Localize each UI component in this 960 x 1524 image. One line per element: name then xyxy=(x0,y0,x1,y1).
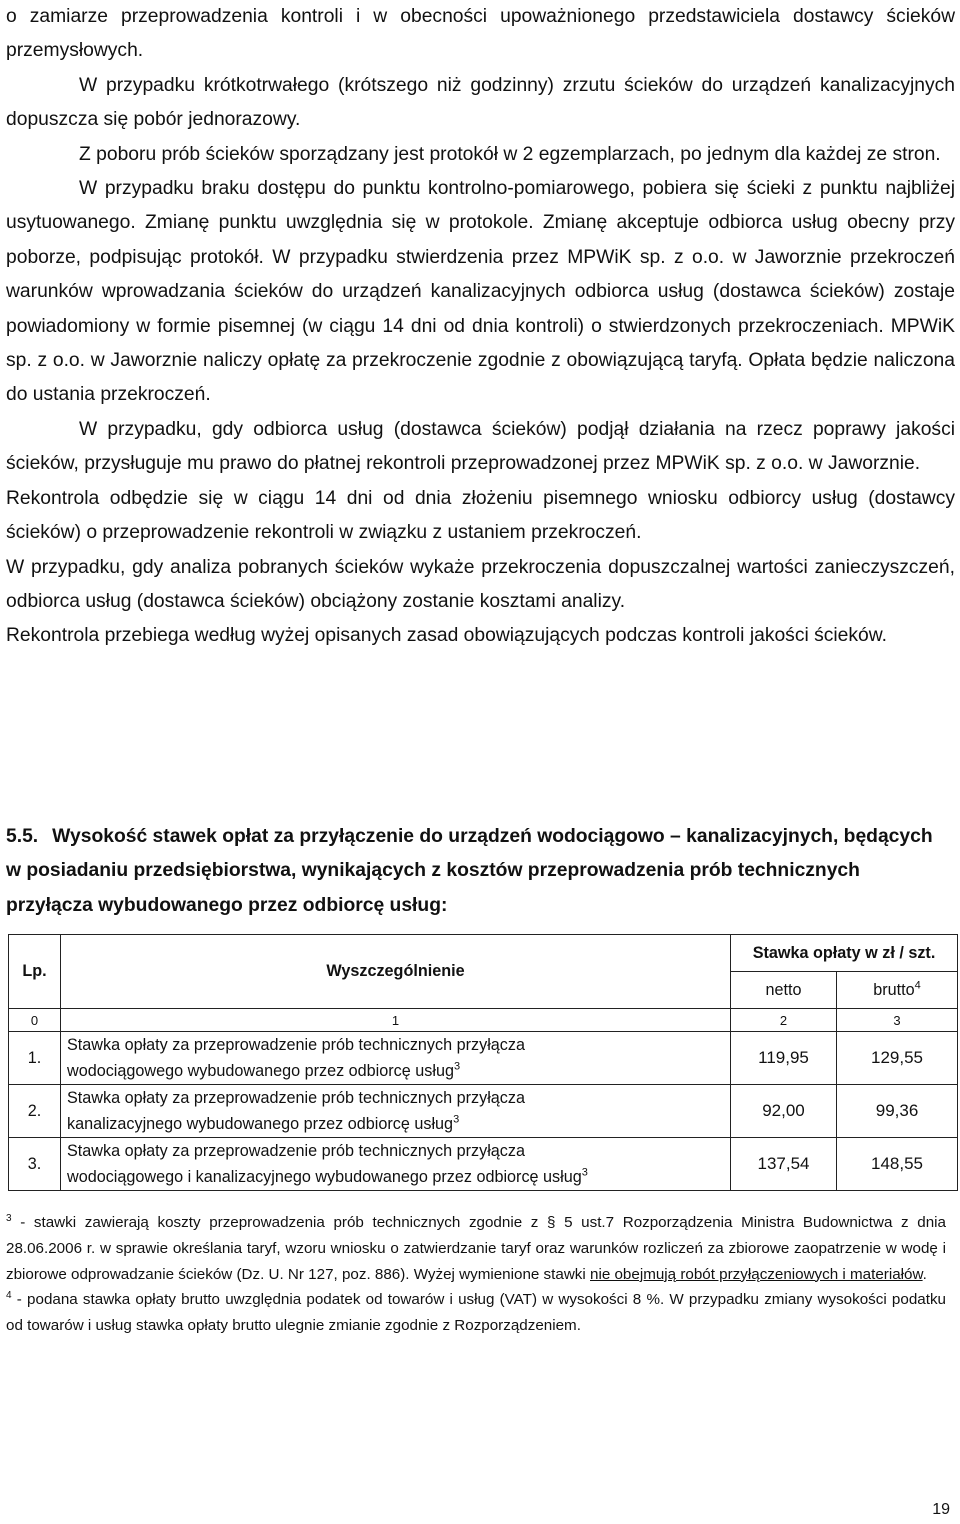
row-brutto: 148,55 xyxy=(837,1138,958,1191)
footnote-4: $^4$ - podana stawka opłaty brutto uwzględnia podatek od towarów i usług (VAT) w wysokości 8 %. W przypadku zmiany wysokości podatku od towarów i usług stawka opłaty brutto ulegnie zmianie zgodnie z Rozporządzeniem. xyxy=(6,1290,946,1335)
footnote-mark: 3 xyxy=(6,1212,12,1224)
header-netto: netto xyxy=(731,972,837,1009)
paragraph-8: Rekontrola przebiega według wyżej opisanych zasad obowiązujących podczas kontroli jakości ścieków. xyxy=(6,625,887,647)
header-lp: Lp. xyxy=(9,935,61,1009)
header-rate: Stawka opłaty w zł / szt. xyxy=(731,935,958,972)
body-text xyxy=(6,0,955,654)
paragraph-2: W przypadku krótkotrwałego (krótszego niż godzinny) zrzutu ścieków do urządzeń kanalizacyjnych dopuszcza się pobór jednorazowy. xyxy=(6,74,955,131)
footnote-mark: 4 xyxy=(6,1290,12,1302)
index-cell: 2 xyxy=(731,1009,837,1032)
row-description: Stawka opłaty za przeprowadzenie prób technicznych przyłącza wodociągowego wybudowanego przez odbiorcę usług$^3$ xyxy=(61,1032,731,1085)
footnote-3: $^3$ - stawki zawierają koszty przeprowadzenia prób technicznych zgodnie z § 5 ust.7 Rozporządzenia Ministra Budownictwa z dnia 28.06.2006 r. w sprawie określania taryf, wzoru wniosku o zatwierdzanie taryf oraz warunków rozliczeń za zbiorowe zaopatrzenie w wodę i zbiorowe odprowadzanie ścieków (Dz. U. Nr 127, poz. 886). Wyżej wymienione stawki nie obejmują robót przyłączeniowych i materiałów. xyxy=(6,1212,946,1283)
row-netto: 92,00 xyxy=(731,1085,837,1138)
table-row xyxy=(9,1032,958,1085)
header-brutto: brutto$^4$ xyxy=(837,972,958,1009)
index-cell: 0 xyxy=(9,1009,61,1032)
footnotes xyxy=(6,1210,946,1339)
row-lp: 2. xyxy=(9,1085,61,1138)
row-brutto: 129,55 xyxy=(837,1032,958,1085)
paragraph-4: W przypadku braku dostępu do punktu kontrolno-pomiarowego, pobiera się ścieki z punktu najbliżej usytuowanego. Zmianę punktu uwzględnia się w protokole. Zmianę akceptuje odbiorca usług obecny przy poborze, podpisując protokół. W przypadku stwierdzenia przez MPWiK sp. z o.o. w Jaworznie przekroczeń warunków wprowadzania ścieków do urządzeń kanalizacyjnych odbiorca usług (dostawca ścieków) zostaje powiadomiony w formie pisemnej (w ciągu 14 dni od dnia kontroli) o stwierdzonych przekroczeniach. MPWiK sp. z o.o. w Jaworznie naliczy opłatę za przekroczenie zgodnie z obowiązującą taryfą. Opłata będzie naliczona do ustania przekroczeń. xyxy=(6,178,955,406)
paragraph-1: o zamiarze przeprowadzenia kontroli i w obecności upoważnionego przedstawiciela dostawcy ścieków przemysłowych. xyxy=(6,6,955,62)
footnote-ref: 3 xyxy=(581,1166,588,1179)
row-brutto: 99,36 xyxy=(837,1085,958,1138)
footnote-ref: 3 xyxy=(453,1113,460,1126)
header-specification: Wyszczególnienie xyxy=(61,935,731,1009)
row-description: Stawka opłaty za przeprowadzenie prób technicznych przyłącza wodociągowego i kanalizacyjnego wybudowanego przez odbiorcę usług$^3$ xyxy=(61,1138,731,1191)
footnote-ref: 4 xyxy=(914,979,921,992)
row-description: Stawka opłaty za przeprowadzenie prób technicznych przyłącza kanalizacyjnego wybudowanego przez odbiorcę usług$^3$ xyxy=(61,1085,731,1138)
fee-table xyxy=(8,934,958,1191)
index-row xyxy=(9,1009,958,1032)
table-row xyxy=(9,1138,958,1191)
paragraph-7: W przypadku, gdy analiza pobranych ścieków wykaże przekroczenia dopuszczalnej wartości zanieczyszczeń, odbiorca usług (dostawca ścieków) obciążony zostanie kosztami analizy. xyxy=(6,556,955,612)
paragraph-3: Z poboru prób ścieków sporządzany jest protokół w 2 egzemplarzach, po jednym dla każdej ze stron. xyxy=(79,143,941,165)
paragraph-5: W przypadku, gdy odbiorca usług (dostawca ścieków) podjął działania na rzecz poprawy jakości ścieków, przysługuje mu prawo do płatnej rekontroli przeprowadzonej przez MPWiK sp. z o.o. w Jaworznie. xyxy=(6,418,955,475)
table-row xyxy=(9,1085,958,1138)
underlined-text: nie obejmują robót przyłączeniowych i materiałów xyxy=(590,1265,923,1283)
row-netto: 119,95 xyxy=(731,1032,837,1085)
row-lp: 3. xyxy=(9,1138,61,1191)
section-number: 5.5. xyxy=(6,826,39,847)
page-number: 19 xyxy=(932,1501,950,1518)
row-netto: 137,54 xyxy=(731,1138,837,1191)
paragraph-6: Rekontrola odbędzie się w ciągu 14 dni od dnia złożeniu pisemnego wniosku odbiorcy usług (dostawcy ścieków) o przeprowadzenie rekontroli w związku z ustaniem przekroczeń. xyxy=(6,487,955,544)
footnote-ref: 3 xyxy=(453,1060,461,1073)
section-heading xyxy=(6,820,950,923)
row-lp: 1. xyxy=(9,1032,61,1085)
section-title: Wysokość stawek opłat za przyłączenie do urządzeń wodociągowo – kanalizacyjnych, będących w posiadaniu przedsiębiorstwa, wynikających z kosztów przeprowadzenia prób technicznych przyłącza wybudowanego przez odbiorcę usług: xyxy=(6,826,933,916)
index-cell: 1 xyxy=(61,1009,731,1032)
index-cell: 3 xyxy=(837,1009,958,1032)
